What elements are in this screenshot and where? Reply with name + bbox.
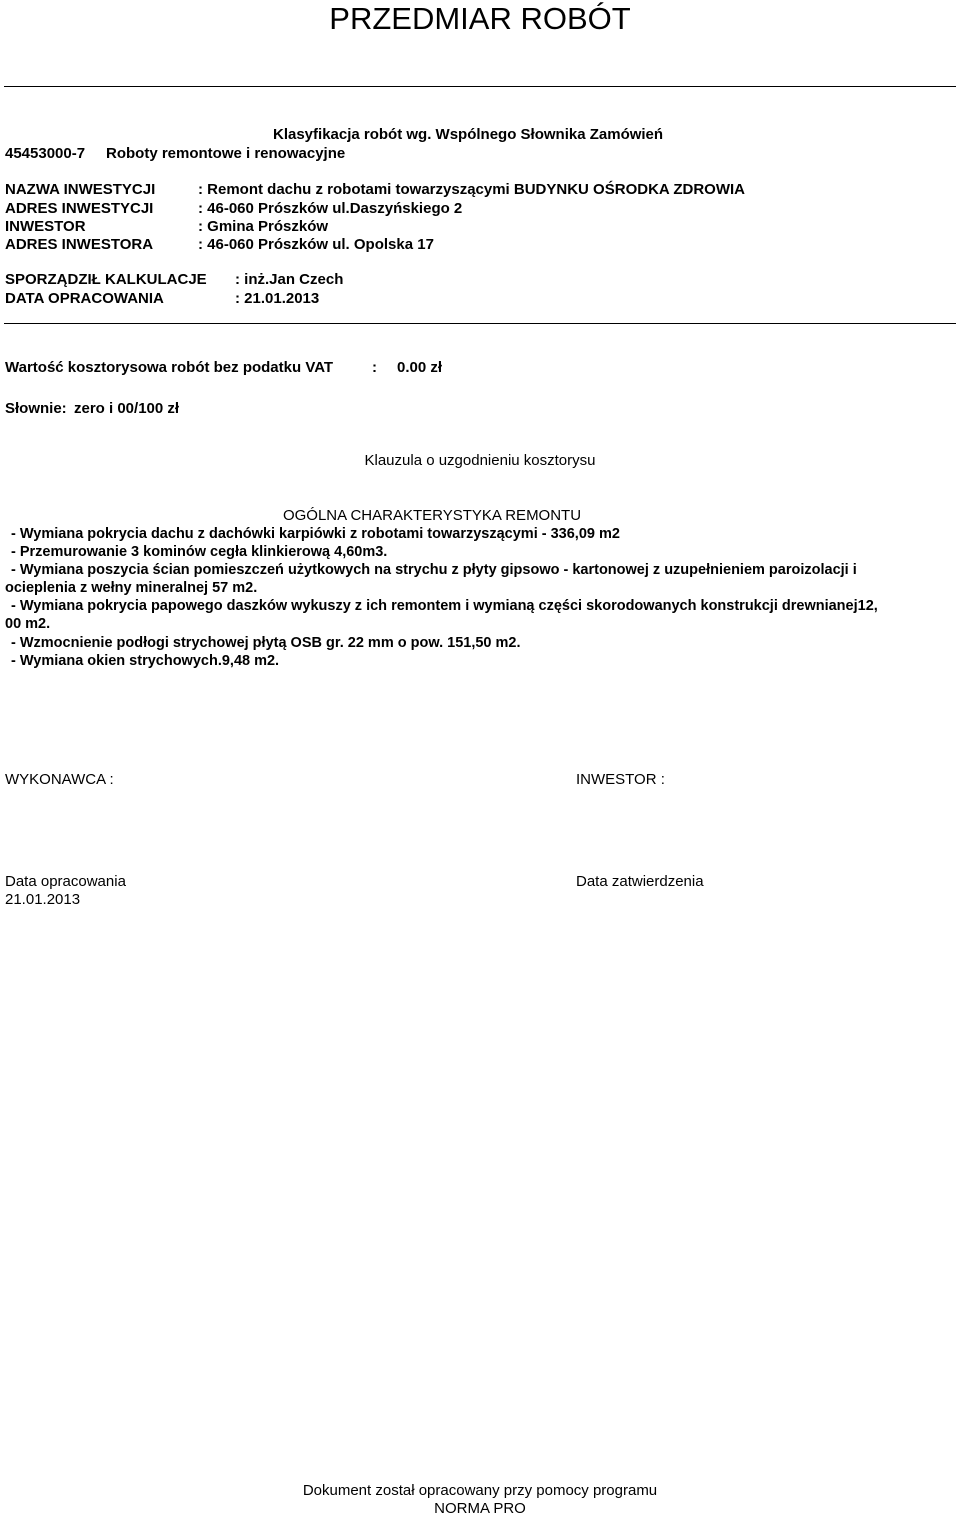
title-divider [4,86,956,87]
characteristics-heading: OGÓLNA CHARAKTERYSTYKA REMONTU [282,507,582,524]
preparation-date-value: : 21.01.2013 [235,290,320,307]
prepared-by-label: SPORZĄDZIŁ KALKULACJE [5,271,207,288]
investor-address-value: : 46-060 Prószków ul. Opolska 17 [198,236,434,253]
investor-label: INWESTOR [5,218,86,235]
preparation-date-footer-value: 21.01.2013 [5,891,81,908]
investment-address-label: ADRES INWESTYCJI [5,200,154,217]
approval-date-label: Data zatwierdzenia [576,873,704,890]
characteristics-item-5: - Wzmocnienie podłogi strychowej płytą OSB gr. 22 mm o pow. 151,50 m2. [11,635,521,651]
investment-address-value: : 46-060 Prószków ul.Daszyńskiego 2 [198,200,463,217]
contractor-signature-label: WYKONAWCA : [5,771,114,788]
characteristics-item-4: - Wymiana pokrycia papowego daszków wykuszy z ich remontem i wymianą części skorodowanych konstrukcji drewnianej12, [11,598,878,614]
characteristics-item-2: - Przemurowanie 3 kominów cegła klinkierową 4,60m3. [11,544,388,560]
classification-heading: Klasyfikacja robót wg. Wspólnego Słownika Zamówień [273,126,664,143]
classification-code: 45453000-7 [5,145,86,162]
page-title: PRZEDMIAR ROBÓT [329,1,631,36]
cost-colon: : [372,359,377,376]
characteristics-item-6: - Wymiana okien strychowych.9,48 m2. [11,653,280,669]
investor-address-label: ADRES INWESTORA [5,236,154,253]
footer-software-note: Dokument został opracowany przy pomocy programu [302,1482,658,1499]
prepared-by-value: : inż.Jan Czech [235,271,344,288]
cost-label: Wartość kosztorysowa robót bez podatku VAT [5,359,334,376]
section-divider [4,323,956,324]
cost-value: 0.00 zł [397,359,443,376]
characteristics-item-3-cont: ocieplenia z wełny mineralnej 57 m2. [5,580,258,596]
investor-signature-label: INWESTOR : [576,771,665,788]
investment-name-label: NAZWA INWESTYCJI [5,181,156,198]
preparation-date-footer-label: Data opracowania [5,873,126,890]
characteristics-item-4-cont: 00 m2. [5,616,51,632]
investment-name-value: : Remont dachu z robotami towarzyszącymi BUDYNKU OŚRODKA ZDROWIA [198,181,745,198]
agreement-clause: Klauzula o uzgodnieniu kosztorysu [364,452,596,469]
preparation-date-label: DATA OPRACOWANIA [5,290,164,307]
characteristics-item-3: - Wymiana poszycia ścian pomieszczeń użytkowych na strychu z płyty gipsowo - kartonowej z uzupełnieniem paroizolacji i [11,562,857,578]
characteristics-item-1: - Wymiana pokrycia dachu z dachówki karpiówki z robotami towarzyszącymi - 336,09 m2 [11,526,620,542]
classification-description: Roboty remontowe i renowacyjne [106,145,346,162]
footer-software-name: NORMA PRO [434,1500,526,1517]
cost-words-label: Słownie: [5,400,67,417]
investor-value: : Gmina Prószków [198,218,329,235]
cost-words-value: zero i 00/100 zł [74,400,180,417]
